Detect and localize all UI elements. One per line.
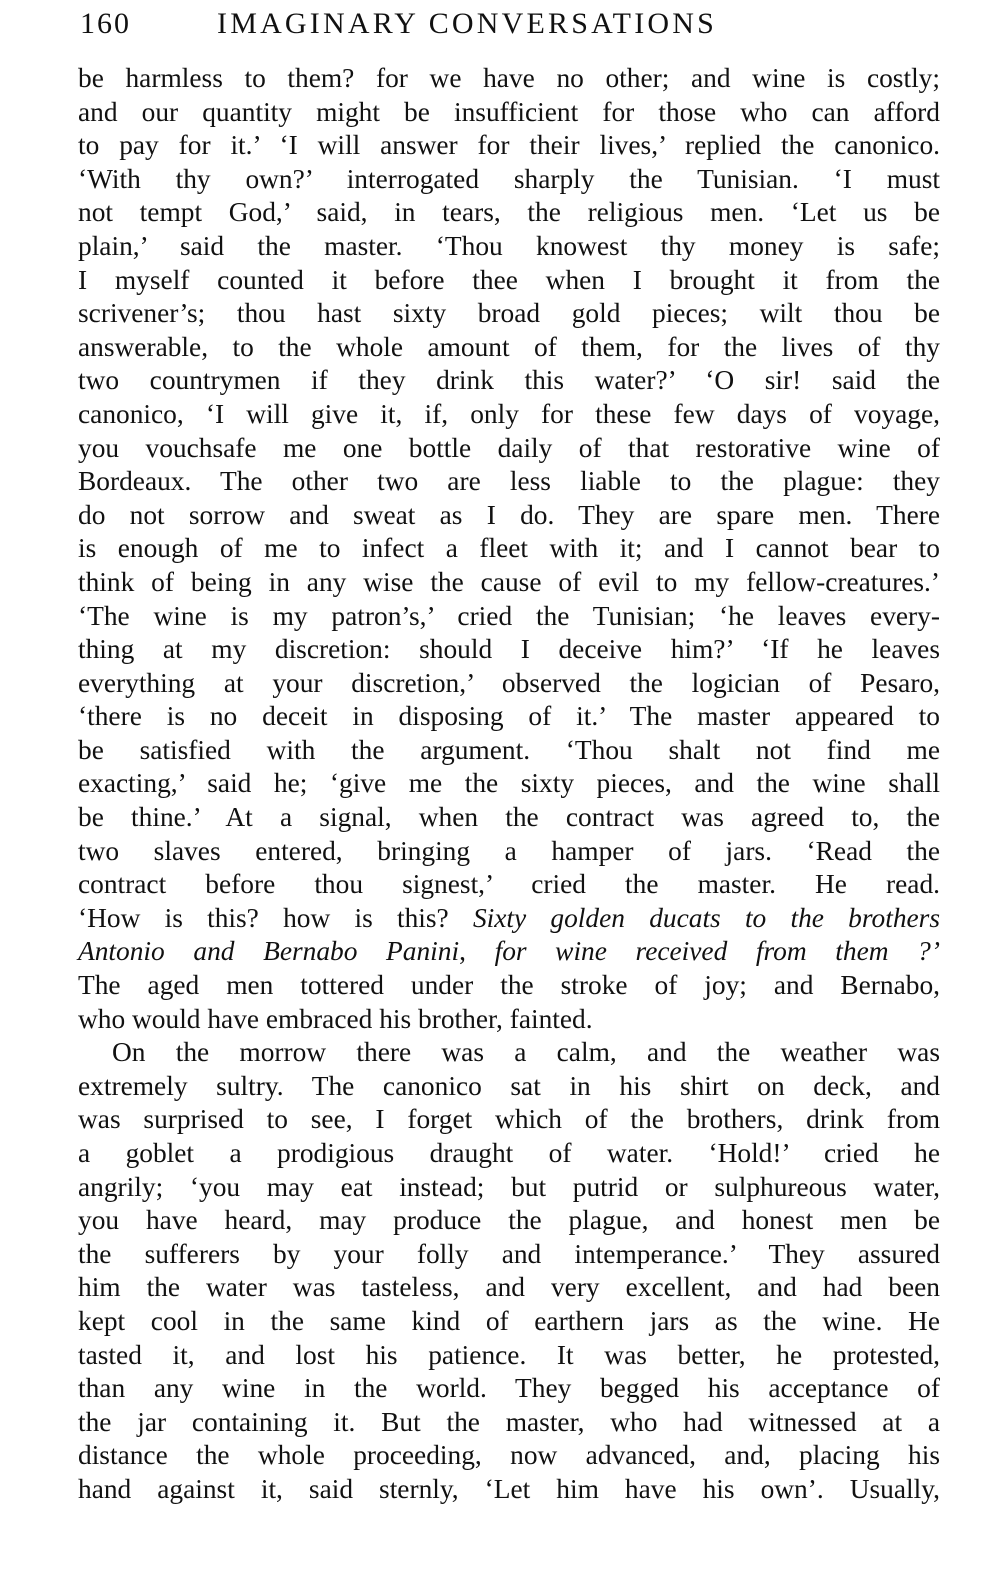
text-line: contract before thou signest,’ cried the master. He read.: [78, 869, 940, 900]
text-line: two countrymen if they drink this water?’ ‘O sir! said the: [78, 365, 940, 396]
text-line: tasted it, and lost his patience. It was better, he protested,: [78, 1339, 940, 1370]
text-line: was surprised to see, I forget which of the brothers, drink from: [78, 1104, 940, 1135]
text-line: the jar containing it. But the master, who had witnessed at a: [78, 1406, 940, 1437]
paragraph-start-line: On the morrow there was a calm, and the weather was: [112, 1037, 940, 1068]
text-span: ‘How is this? how is this?: [78, 902, 473, 933]
text-line: a goblet a prodigious draught of water. ‘Hold!’ cried he: [78, 1138, 940, 1168]
text-span: ,: [459, 936, 495, 967]
text-line-with-italic: [78, 935, 940, 969]
running-head: [80, 4, 940, 44]
text-line: than any wine in the world. They begged his acceptance of: [78, 1373, 940, 1404]
text-line: be satisfied with the argument. ‘Thou shalt not find me: [78, 734, 940, 765]
text-line: everything at your discretion,’ observed the logician of Pesaro,: [78, 667, 940, 698]
text-line: ‘The wine is my patron’s,’ cried the Tunisian; ‘he leaves every-: [78, 600, 940, 631]
text-line: kept cool in the same kind of earthern jars as the wine. He: [78, 1305, 940, 1336]
text-line: Bordeaux. The other two are less liable to the plague: they: [78, 466, 940, 497]
text-line: hand against it, said sternly, ‘Let him have his own’. Usually,: [78, 1473, 940, 1504]
paragraph-end-line: who would have embraced his brother, fainted.: [78, 1003, 593, 1034]
text-line: I myself counted it before thee when I brought it from the: [78, 264, 940, 295]
italic-span: Sixty golden ducats to the brothers: [472, 902, 940, 933]
text-line: distance the whole proceeding, now advanced, and, placing his: [78, 1440, 940, 1471]
text-line: be thine.’ At a signal, when the contract was agreed to, the: [78, 802, 940, 833]
text-line: two slaves entered, bringing a hamper of jars. ‘Read the: [78, 835, 940, 866]
running-title: IMAGINARY CONVERSATIONS: [217, 7, 718, 40]
text-line-with-italic: [78, 902, 940, 936]
text-line: him the water was tasteless, and very excellent, and had been: [78, 1272, 940, 1303]
text-line: is enough of me to infect a fleet with it; and I cannot bear to: [78, 533, 940, 564]
text-line: answerable, to the whole amount of them, for the lives of thy: [78, 331, 940, 362]
text-line: The aged men tottered under the stroke of joy; and Bernabo,: [78, 970, 940, 1001]
text-line: ‘With thy own?’ interrogated sharply the Tunisian. ‘I must: [78, 163, 940, 194]
text-line: extremely sultry. The canonico sat in his shirt on deck, and: [78, 1070, 940, 1101]
text-line: do not sorrow and sweat as I do. They are spare men. There: [78, 499, 940, 530]
body-text: [78, 62, 940, 1507]
italic-span: for wine received from them ?’: [494, 936, 940, 967]
text-line: the sufferers by your folly and intemperance.’ They assured: [78, 1238, 940, 1269]
text-line: canonico, ‘I will give it, if, only for these few days of voyage,: [78, 398, 940, 429]
text-line: you vouchsafe me one bottle daily of that restorative wine of: [78, 432, 940, 463]
text-line: scrivener’s; thou hast sixty broad gold pieces; wilt thou be: [78, 298, 940, 329]
page-number: 160: [80, 7, 131, 40]
text-line: think of being in any wise the cause of evil to my fellow-creatures.’: [78, 566, 940, 597]
text-line: thing at my discretion: should I deceive him?’ ‘If he leaves: [78, 634, 940, 665]
text-line: be harmless to them? for we have no other; and wine is costly;: [78, 63, 940, 93]
text-line: to pay for it.’ ‘I will answer for their lives,’ replied the canonico.: [78, 130, 940, 161]
text-line: not tempt God,’ said, in tears, the religious men. ‘Let us be: [78, 197, 940, 228]
text-line: and our quantity might be insufficient for those who can afford: [78, 96, 940, 127]
text-line: plain,’ said the master. ‘Thou knowest thy money is safe;: [78, 230, 940, 261]
text-line: exacting,’ said he; ‘give me the sixty pieces, and the wine shall: [78, 768, 940, 799]
text-line: angrily; ‘you may eat instead; but putrid or sulphureous water,: [78, 1171, 940, 1202]
text-line: ‘there is no deceit in disposing of it.’ The master appeared to: [78, 701, 940, 732]
text-line: you have heard, may produce the plague, and honest men be: [78, 1205, 940, 1236]
italic-span: Antonio and Bernabo Panini: [78, 936, 460, 967]
